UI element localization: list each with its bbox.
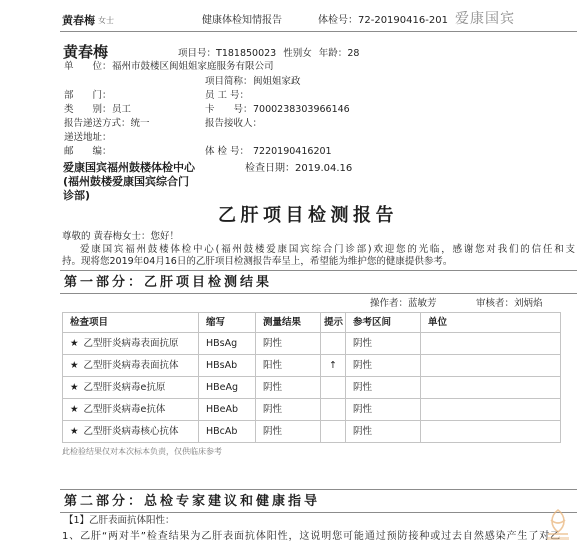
cell-abbr: HBeAg <box>199 377 256 399</box>
header-honorific: 女士 <box>98 16 114 25</box>
greeting: 尊敬的 黄春梅女士：您好！ <box>62 231 180 242</box>
org-name-line: (福州鼓楼爱康国宾综合门 <box>63 175 190 188</box>
cell-reference: 阴性 <box>346 355 421 377</box>
info-label: 体 检 号： <box>205 146 250 157</box>
cell-flag <box>321 399 346 421</box>
cell-flag-up-arrow-icon: ↑ <box>321 355 346 377</box>
key-item-star-icon: ★ <box>70 403 79 415</box>
info-department <box>64 90 112 102</box>
col-header-unit: 单位 <box>421 313 561 333</box>
results-table <box>62 312 561 443</box>
report-title: 乙肝项目检测报告 <box>218 205 398 226</box>
reviewer: 审核者：刘炳焰 <box>476 298 543 309</box>
cell-abbr: HBeAb <box>199 399 256 421</box>
intro-line: 持。现将您2019年04月16日的乙肝项目检测报告奉呈上，希望能为维护您的健康提供参考。 <box>62 256 453 267</box>
table-header-row <box>63 313 561 333</box>
operator: 操作者：蓝敏芳 <box>370 298 437 309</box>
table-footnote: 此检验结果仅对本次标本负责，仅供临床参考 <box>62 447 222 456</box>
info-value: 统一 <box>130 118 150 129</box>
info-project-abbr <box>205 76 301 88</box>
cell-item <box>63 377 199 399</box>
item-name: 乙型肝炎病毒核心抗体 <box>83 425 179 437</box>
cell-item <box>63 355 199 377</box>
patient-gender: 性别女 <box>283 48 312 59</box>
info-label: 单 位： <box>64 61 112 72</box>
info-label: 卡 号： <box>205 104 253 115</box>
info-label: 员 工 号： <box>205 90 250 101</box>
info-value: 7220190416201 <box>253 146 332 157</box>
key-item-star-icon: ★ <box>70 381 79 393</box>
info-value: 福州市鼓楼区闽姐姐家庭服务有限公司 <box>112 61 274 72</box>
info-category <box>64 104 131 116</box>
table-row <box>63 377 561 399</box>
cell-abbr: HBcAb <box>199 421 256 443</box>
item-name: 乙型肝炎病毒e抗原 <box>83 381 166 393</box>
cell-unit <box>421 399 561 421</box>
col-header-reference: 参考区间 <box>346 313 421 333</box>
advice-text-container <box>62 530 577 543</box>
cell-flag <box>321 377 346 399</box>
table-row <box>63 399 561 421</box>
org-name-line: 爱康国宾福州鼓楼体检中心 <box>63 161 195 174</box>
cell-result: 阴性 <box>256 421 321 443</box>
cell-result: 阴性 <box>256 333 321 355</box>
section2-heading: 第二部分：总检专家建议和健康指导 <box>64 494 321 509</box>
exam-date-value: 2019.04.16 <box>295 163 353 174</box>
table-row <box>63 333 561 355</box>
intro-line: 爱康国宾福州鼓楼体检中心(福州鼓楼爱康国宾综合门诊部)欢迎您的光临，感谢您对我们的信任和支 <box>80 244 575 255</box>
cell-unit <box>421 377 561 399</box>
cell-result: 阴性 <box>256 377 321 399</box>
item-name: 乙型肝炎病毒表面抗原 <box>83 337 179 349</box>
section1-heading: 第一部分：乙肝项目检测结果 <box>64 275 273 290</box>
patient-age: 28 <box>347 48 360 59</box>
info-receiver <box>205 118 262 130</box>
cell-item <box>63 421 199 443</box>
col-header-result: 测量结果 <box>256 313 321 333</box>
section-divider <box>60 512 577 513</box>
header-report-type: 健康体检知情报告 <box>202 15 282 26</box>
info-label: 报告接收人： <box>205 118 263 129</box>
col-header-item: 检查项目 <box>63 313 199 333</box>
cell-unit <box>421 333 561 355</box>
age-label: 年龄： <box>318 48 348 59</box>
cell-result: 阳性 <box>256 355 321 377</box>
advice-title: 【1】乙肝表面抗体阳性： <box>64 515 175 526</box>
exam-date-label: 检查日期： <box>245 163 295 174</box>
section-divider <box>60 293 577 294</box>
exam-date <box>245 162 352 175</box>
info-label: 部 门： <box>64 90 112 101</box>
cell-flag <box>321 421 346 443</box>
info-value: 员工 <box>112 104 132 115</box>
cell-flag <box>321 333 346 355</box>
cell-result: 阴性 <box>256 399 321 421</box>
cell-item <box>63 333 199 355</box>
info-delivery-address <box>64 132 112 144</box>
info-value: 7000238303966146 <box>253 104 350 115</box>
cell-reference: 阴性 <box>346 333 421 355</box>
cell-item <box>63 399 199 421</box>
table-row <box>63 421 561 443</box>
patient-name: 黄春梅 <box>63 43 109 61</box>
project-no: T181850023 <box>216 48 277 59</box>
info-employee-no <box>205 90 253 102</box>
info-value: 闽姐姐家政 <box>253 76 301 87</box>
info-label: 报告递送方式： <box>64 118 131 129</box>
info-label: 邮 编： <box>64 146 112 157</box>
info-exam-no <box>205 146 332 158</box>
info-card-no <box>205 104 350 116</box>
org-name-line: 诊部) <box>63 189 91 202</box>
cell-unit <box>421 355 561 377</box>
info-label: 类 别： <box>64 104 112 115</box>
header-patient-name: 黄春梅 <box>62 14 95 27</box>
key-item-star-icon: ★ <box>70 359 79 371</box>
section-divider <box>60 489 577 490</box>
header-exam-number: 体检号：72-20190416-201 <box>318 15 448 26</box>
brand-logo-text: 爱康国宾 <box>455 11 515 27</box>
item-name: 乙型肝炎病毒e抗体 <box>83 403 166 415</box>
info-delivery-method <box>64 118 150 130</box>
project-no-label: 项目号： <box>178 48 217 59</box>
advice-text: 1、乙肝“两对半”检查结果为乙肝表面抗体阳性，这说明您可能通过预防接种或过去自然感染产生了对乙 <box>62 531 562 542</box>
key-item-star-icon: ★ <box>70 425 79 437</box>
cell-unit <box>421 421 561 443</box>
cell-reference: 阴性 <box>346 421 421 443</box>
info-unit <box>64 61 274 73</box>
section-divider <box>60 270 577 271</box>
cell-abbr: HBsAg <box>199 333 256 355</box>
patient-summary <box>178 48 359 60</box>
item-name: 乙型肝炎病毒表面抗体 <box>83 359 179 371</box>
col-header-abbr: 缩写 <box>199 313 256 333</box>
info-label: 递送地址： <box>64 132 112 143</box>
table-row <box>63 355 561 377</box>
header-divider <box>60 31 577 32</box>
brand-seal-logo-icon <box>540 506 576 544</box>
cell-reference: 阴性 <box>346 399 421 421</box>
info-postcode <box>64 146 112 158</box>
info-label: 项目简称： <box>205 76 253 87</box>
col-header-flag: 提示 <box>321 313 346 333</box>
key-item-star-icon: ★ <box>70 337 79 349</box>
cell-abbr: HBsAb <box>199 355 256 377</box>
cell-reference: 阴性 <box>346 377 421 399</box>
